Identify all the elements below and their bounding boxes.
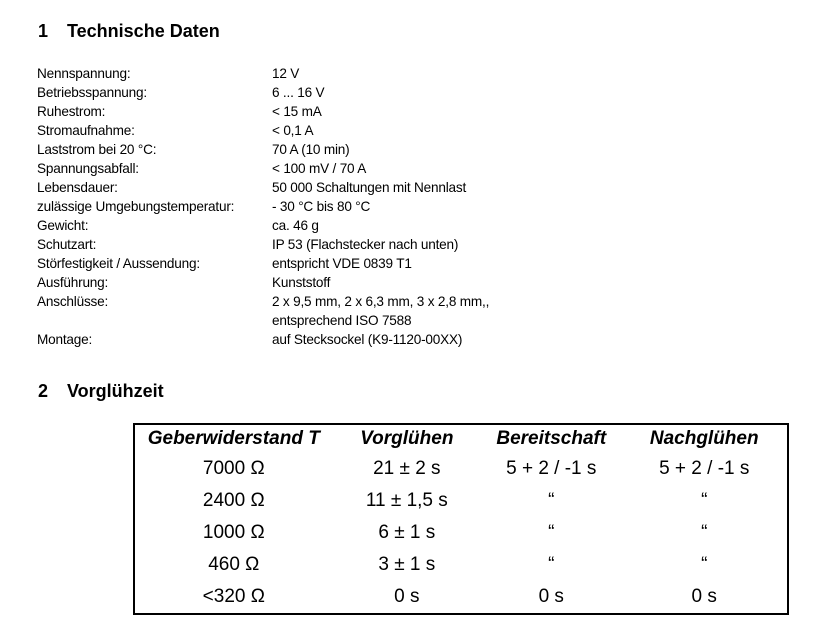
spec-value: < 0,1 A bbox=[272, 123, 314, 138]
spec-row bbox=[37, 102, 637, 121]
spec-label: Ausführung: bbox=[37, 275, 109, 290]
table-cell: 5 + 2 / -1 s bbox=[506, 458, 597, 479]
section-title: Technische Daten bbox=[67, 21, 220, 41]
table-cell: 2400 Ω bbox=[202, 490, 265, 511]
spec-row bbox=[37, 64, 637, 83]
table-cell: 0 s bbox=[394, 586, 420, 607]
spec-value: 12 V bbox=[272, 66, 300, 81]
table-cell: “ bbox=[548, 554, 555, 575]
spec-values bbox=[272, 83, 324, 102]
table-cell: 11 ± 1,5 s bbox=[365, 490, 448, 511]
spec-label: zulässige Umgebungstemperatur: bbox=[37, 199, 235, 214]
spec-values bbox=[272, 197, 370, 216]
spec-list bbox=[37, 64, 637, 349]
spec-values bbox=[272, 121, 313, 140]
spec-label: Nennspannung: bbox=[37, 66, 131, 81]
spec-row bbox=[37, 254, 637, 273]
spec-value: 70 A (10 min) bbox=[272, 142, 350, 157]
table-cell: 0 s bbox=[691, 586, 717, 607]
spec-label: Betriebsspannung: bbox=[37, 85, 147, 100]
spec-value: - 30 °C bis 80 °C bbox=[272, 199, 371, 214]
spec-values bbox=[272, 273, 330, 292]
table-header-row bbox=[134, 424, 788, 453]
table-row bbox=[134, 517, 788, 549]
spec-values bbox=[272, 235, 458, 254]
spec-row bbox=[37, 216, 637, 235]
spec-values bbox=[272, 292, 489, 330]
spec-row bbox=[37, 159, 637, 178]
section-heading-technische-daten bbox=[38, 21, 220, 42]
vorgluehzeit-table bbox=[133, 423, 789, 615]
section-number: 1 bbox=[38, 21, 49, 41]
table-row bbox=[134, 549, 788, 581]
spec-values bbox=[272, 159, 366, 178]
table-cell: 7000 Ω bbox=[202, 458, 265, 479]
spec-value: entspricht VDE 0839 T1 bbox=[272, 256, 412, 271]
table-cell: “ bbox=[548, 490, 555, 511]
spec-label: Stromaufnahme: bbox=[37, 123, 135, 138]
header-nachgluehen: Nachglühen bbox=[649, 428, 759, 449]
spec-label: Montage: bbox=[37, 332, 93, 347]
spec-row bbox=[37, 83, 637, 102]
spec-label: Lebensdauer: bbox=[37, 180, 118, 195]
table-cell: “ bbox=[548, 522, 555, 543]
section-heading-vorgluehzeit bbox=[38, 381, 164, 402]
table-cell: 0 s bbox=[538, 586, 564, 607]
spec-label: Ruhestrom: bbox=[37, 104, 106, 119]
spec-label: Laststrom bei 20 °C: bbox=[37, 142, 157, 157]
spec-value: < 15 mA bbox=[272, 104, 322, 119]
spec-value: ca. 46 g bbox=[272, 218, 319, 233]
header-geberwiderstand: Geberwiderstand T bbox=[147, 428, 320, 449]
spec-values bbox=[272, 330, 462, 349]
spec-value: 6 ... 16 V bbox=[272, 85, 325, 100]
spec-values bbox=[272, 140, 350, 159]
spec-value: 50 000 Schaltungen mit Nennlast bbox=[272, 180, 467, 195]
spec-values bbox=[272, 102, 322, 121]
spec-row bbox=[37, 121, 637, 140]
spec-value: entsprechend ISO 7588 bbox=[272, 313, 412, 328]
spec-label: Spannungsabfall: bbox=[37, 161, 139, 176]
spec-row bbox=[37, 197, 637, 216]
table-cell: 460 Ω bbox=[208, 554, 260, 575]
spec-label: Anschlüsse: bbox=[37, 294, 109, 309]
table-cell: “ bbox=[701, 490, 708, 511]
table-cell: 6 ± 1 s bbox=[378, 522, 436, 543]
spec-value: 2 x 9,5 mm, 2 x 6,3 mm, 3 x 2,8 mm,, bbox=[272, 294, 490, 309]
table-row bbox=[134, 485, 788, 517]
spec-values bbox=[272, 178, 466, 197]
spec-value: auf Stecksockel (K9-1120-00XX) bbox=[272, 332, 463, 347]
spec-value: Kunststoff bbox=[272, 275, 331, 290]
spec-label: Schutzart: bbox=[37, 237, 97, 252]
spec-row bbox=[37, 140, 637, 159]
spec-row bbox=[37, 330, 637, 349]
section-title: Vorglühzeit bbox=[67, 381, 164, 401]
spec-value: IP 53 (Flachstecker nach unten) bbox=[272, 237, 459, 252]
table-cell: <320 Ω bbox=[202, 586, 265, 607]
spec-row bbox=[37, 235, 637, 254]
table-cell: 1000 Ω bbox=[202, 522, 265, 543]
table-cell: “ bbox=[701, 554, 708, 575]
spec-values bbox=[272, 216, 319, 235]
spec-label: Gewicht: bbox=[37, 218, 89, 233]
spec-row bbox=[37, 292, 637, 330]
spec-values bbox=[272, 254, 412, 273]
table-row bbox=[134, 581, 788, 614]
table-row bbox=[134, 453, 788, 485]
table-cell: “ bbox=[701, 522, 708, 543]
table-cell: 3 ± 1 s bbox=[378, 554, 436, 575]
spec-label: Störfestigkeit / Aussendung: bbox=[37, 256, 200, 271]
table-cell: 5 + 2 / -1 s bbox=[659, 458, 750, 479]
header-bereitschaft: Bereitschaft bbox=[496, 428, 607, 449]
header-vorgluehen: Vorglühen bbox=[360, 428, 454, 449]
table-cell: 21 ± 2 s bbox=[373, 458, 441, 479]
spec-row bbox=[37, 178, 637, 197]
spec-value: < 100 mV / 70 A bbox=[272, 161, 367, 176]
spec-row bbox=[37, 273, 637, 292]
section-number: 2 bbox=[38, 381, 49, 401]
spec-values bbox=[272, 64, 299, 83]
